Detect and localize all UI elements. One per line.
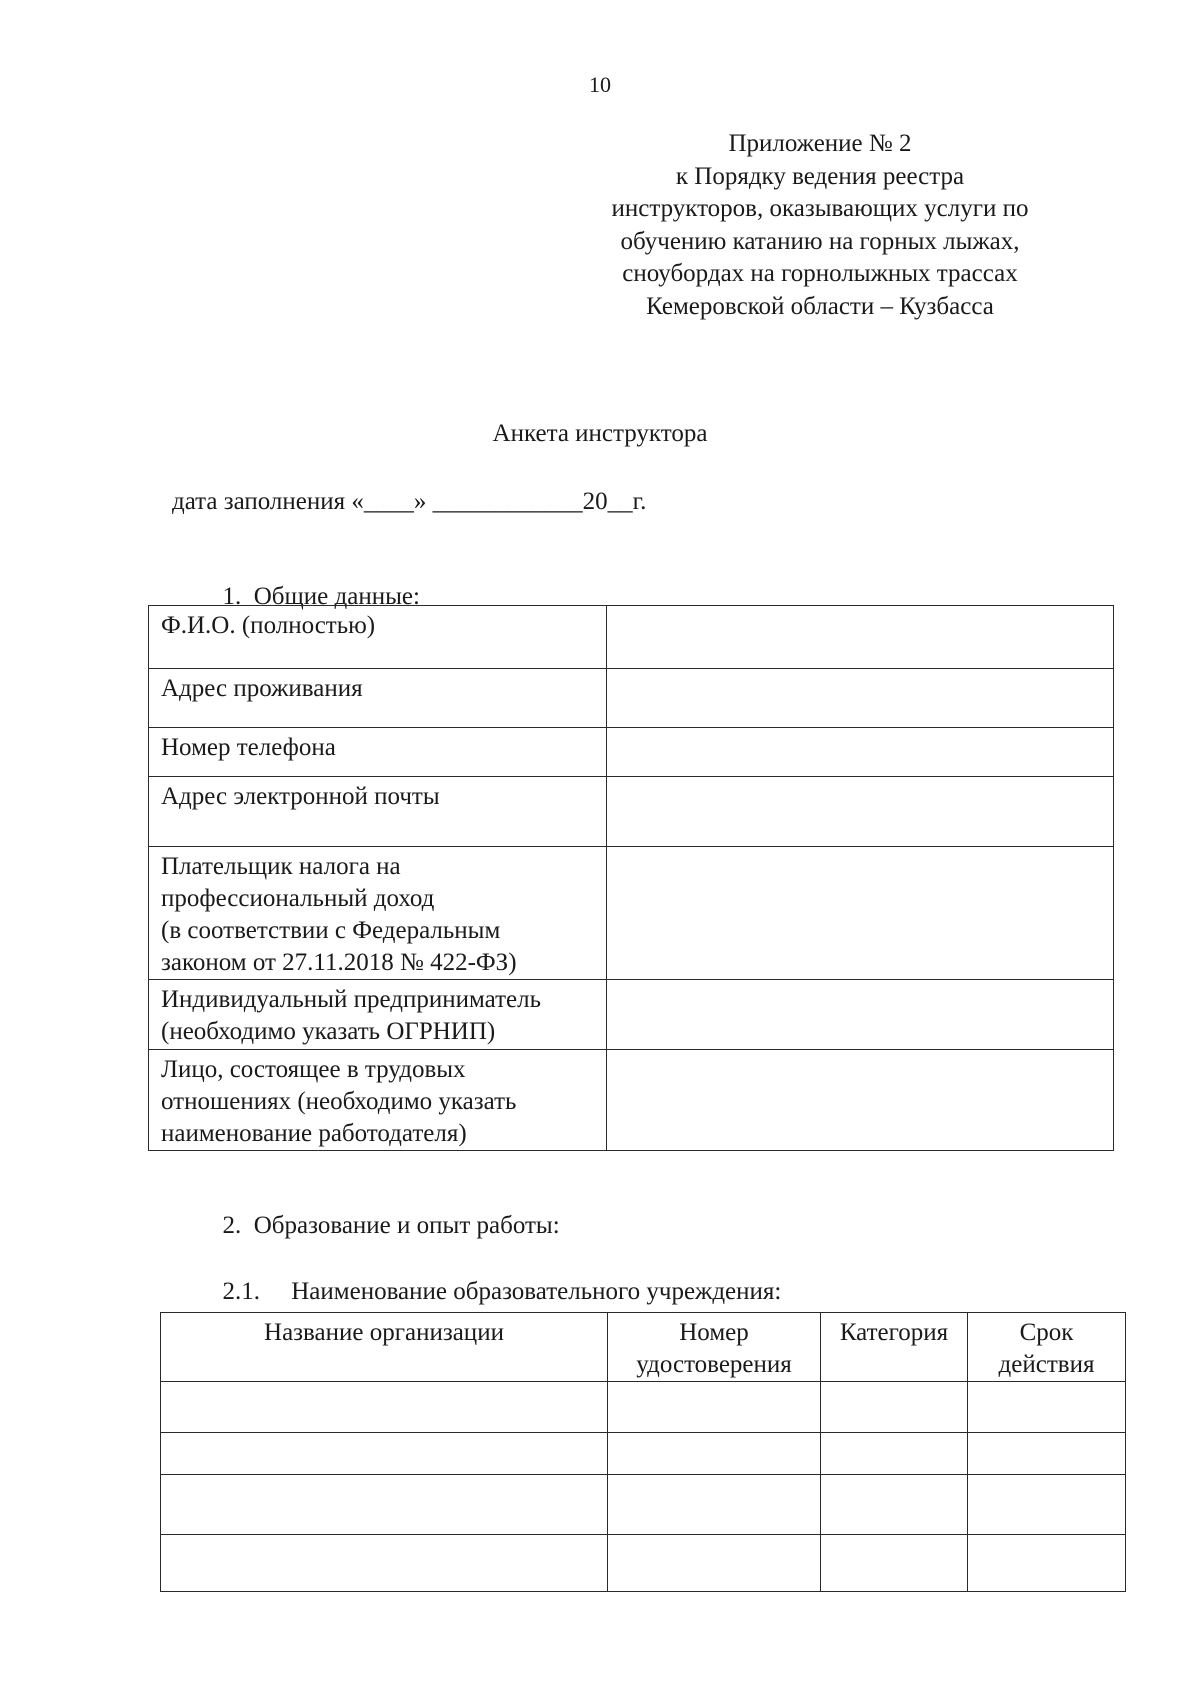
appendix-line: к Порядку ведения реестра	[675, 162, 965, 190]
page-number: 10	[589, 72, 611, 97]
table-row	[149, 847, 1114, 980]
certificate-number-cell[interactable]	[608, 1475, 821, 1535]
organization-cell[interactable]	[161, 1433, 608, 1475]
address-field[interactable]	[607, 669, 1114, 728]
table-row	[149, 1050, 1114, 1151]
email-field[interactable]	[607, 777, 1114, 847]
validity-cell[interactable]	[968, 1535, 1126, 1592]
appendix-line: Приложение № 2	[728, 130, 912, 157]
table-row	[161, 1433, 1126, 1475]
organization-cell[interactable]	[161, 1382, 608, 1433]
row-label: Адрес проживания	[149, 669, 607, 728]
validity-cell[interactable]	[968, 1433, 1126, 1475]
table-row	[149, 728, 1114, 777]
certificate-number-cell[interactable]	[608, 1382, 821, 1433]
table-row	[149, 980, 1114, 1050]
validity-cell[interactable]	[968, 1475, 1126, 1535]
organization-cell[interactable]	[161, 1535, 608, 1592]
professional-income-tax-field[interactable]	[607, 847, 1114, 980]
form-title: Анкета инструктора	[492, 420, 708, 447]
certificate-number-cell[interactable]	[608, 1433, 821, 1475]
table-row	[161, 1475, 1126, 1535]
table-row	[149, 777, 1114, 847]
employment-field[interactable]	[607, 1050, 1114, 1151]
row-label: Номер телефона	[149, 728, 607, 777]
category-cell[interactable]	[821, 1535, 968, 1592]
appendix-line: инструкторов, оказывающих услуги по	[611, 195, 1029, 222]
table-row	[149, 606, 1114, 669]
appendix-line: сноубордах на горнолыжных трассах	[622, 260, 1018, 287]
full-name-field[interactable]	[607, 606, 1114, 669]
fill-date-field[interactable]: дата заполнения «____» ____________20__г.	[172, 488, 647, 515]
appendix-header	[560, 128, 1080, 323]
column-header: Название организации	[161, 1313, 608, 1382]
table-row	[149, 669, 1114, 728]
appendix-line: обучению катанию на горных лыжах,	[620, 227, 1020, 255]
section-2-heading	[210, 1184, 560, 1240]
phone-field[interactable]	[607, 728, 1114, 777]
section-title: Общие данные:	[253, 583, 420, 610]
general-data-table	[148, 605, 1114, 1151]
column-header: Категория	[821, 1313, 968, 1382]
row-label: Плательщик налога на профессиональный доход (в соответствии с Федеральным законом от 27.11.2018 № 422-ФЗ)	[149, 847, 607, 980]
table-row	[161, 1382, 1126, 1433]
appendix-line: Кемеровской области – Кузбасса	[646, 292, 994, 320]
category-cell[interactable]	[821, 1475, 968, 1535]
certificate-number-cell[interactable]	[608, 1535, 821, 1592]
section-title: Образование и опыт работы:	[253, 1212, 560, 1239]
organization-cell[interactable]	[161, 1475, 608, 1535]
section-title: Наименование образовательного учреждения:	[291, 1278, 782, 1305]
row-label: Лицо, состоящее в трудовых отношениях (необходимо указать наименование работодателя)	[149, 1050, 607, 1151]
row-label: Адрес электронной почты	[149, 777, 607, 847]
table-header-row	[161, 1313, 1126, 1382]
section-number: 1.	[222, 583, 242, 610]
education-table	[160, 1312, 1126, 1592]
validity-cell[interactable]	[968, 1382, 1126, 1433]
section-1-heading	[210, 555, 420, 611]
section-number: 2.1.	[222, 1278, 260, 1305]
section-2-1-heading	[210, 1250, 781, 1306]
row-label: Ф.И.О. (полностью)	[149, 606, 607, 669]
column-header: Срок действия	[968, 1313, 1126, 1382]
section-number: 2.	[222, 1212, 242, 1239]
category-cell[interactable]	[821, 1382, 968, 1433]
individual-entrepreneur-field[interactable]	[607, 980, 1114, 1050]
category-cell[interactable]	[821, 1433, 968, 1475]
row-label: Индивидуальный предприниматель (необходимо указать ОГРНИП)	[149, 980, 607, 1050]
column-header: Номер удостоверения	[608, 1313, 821, 1382]
table-row	[161, 1535, 1126, 1592]
